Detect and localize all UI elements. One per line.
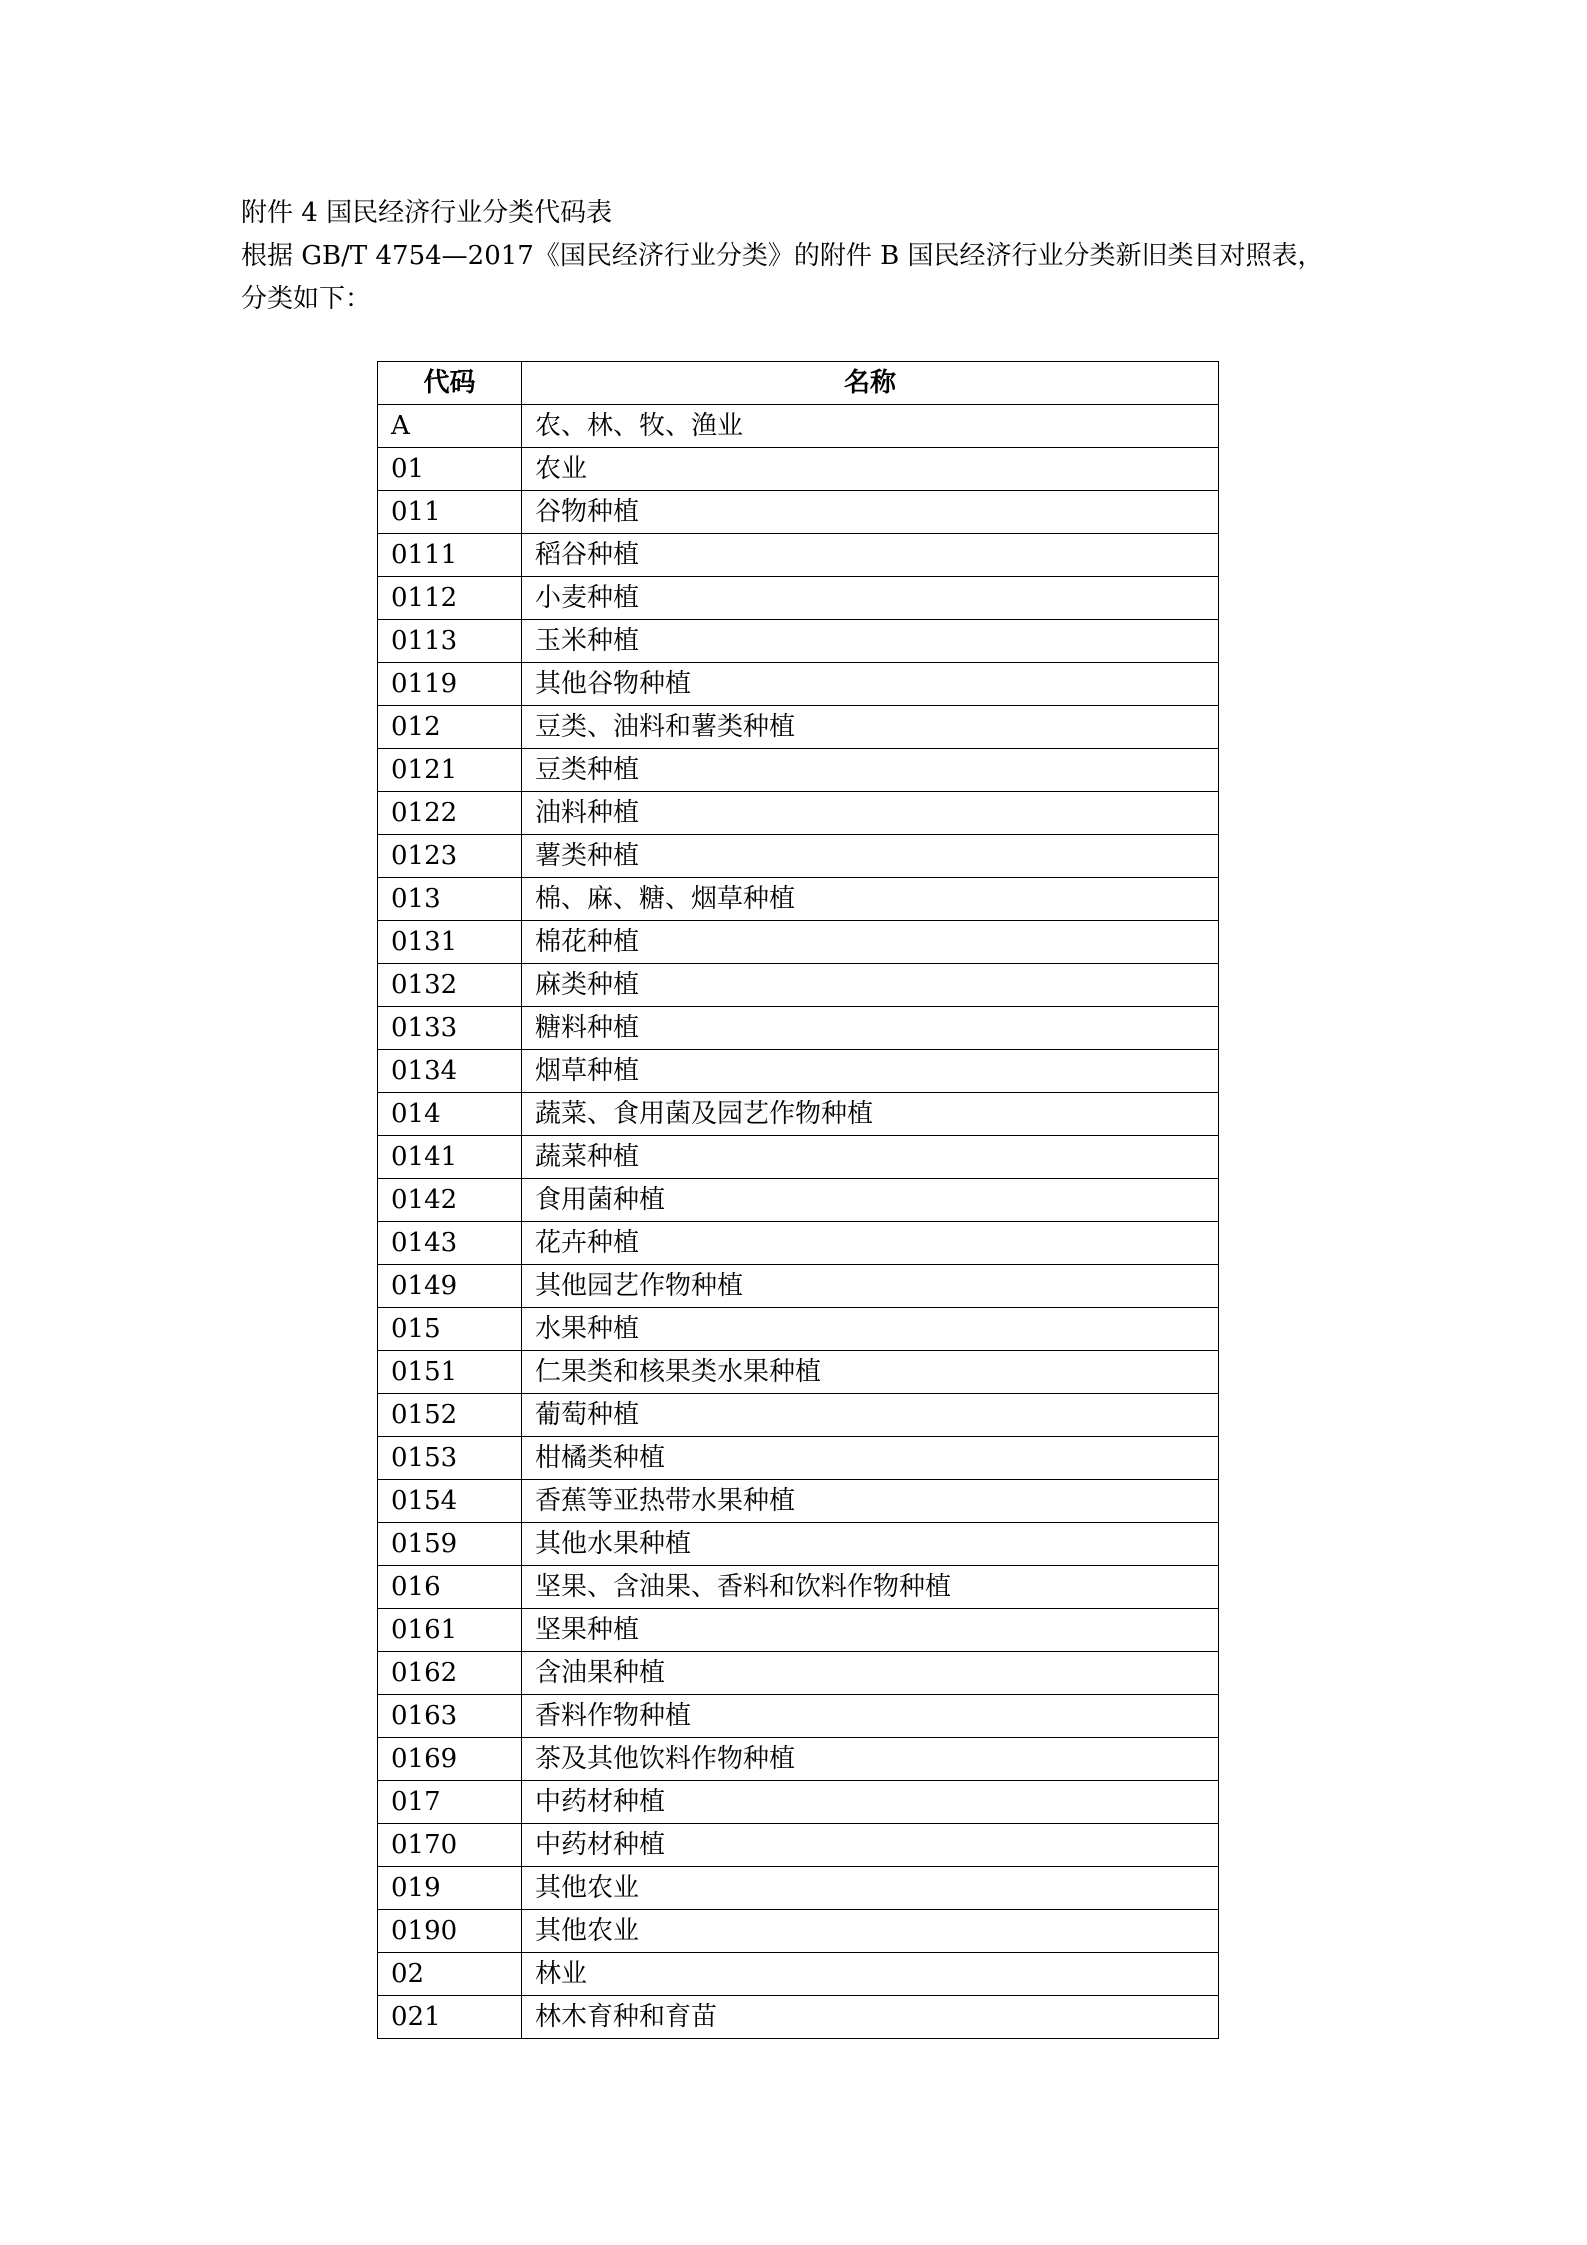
- industry-code-cell: 0190: [378, 1910, 522, 1953]
- industry-name-cell: 其他农业: [522, 1867, 1219, 1910]
- industry-name-cell: 蔬菜种植: [522, 1136, 1219, 1179]
- table-row: [378, 1867, 1219, 1910]
- industry-name-cell: 坚果种植: [522, 1609, 1219, 1652]
- industry-code-cell: 0154: [378, 1480, 522, 1523]
- table-row: [378, 1179, 1219, 1222]
- table-row: [378, 878, 1219, 921]
- table-row: [378, 620, 1219, 663]
- industry-code-cell: 014: [378, 1093, 522, 1136]
- industry-code-cell: 011: [378, 491, 522, 534]
- table-row: [378, 405, 1219, 448]
- industry-name-cell: 其他谷物种植: [522, 663, 1219, 706]
- industry-name-cell: 其他农业: [522, 1910, 1219, 1953]
- industry-code-cell: 0159: [378, 1523, 522, 1566]
- industry-name-cell: 香蕉等亚热带水果种植: [522, 1480, 1219, 1523]
- industry-code-cell: 0162: [378, 1652, 522, 1695]
- industry-code-cell: 0119: [378, 663, 522, 706]
- table-row: [378, 1093, 1219, 1136]
- industry-code-cell: 01: [378, 448, 522, 491]
- table-row: [378, 1609, 1219, 1652]
- industry-code-cell: 0134: [378, 1050, 522, 1093]
- table-row: [378, 749, 1219, 792]
- table-row: [378, 1394, 1219, 1437]
- industry-code-cell: 015: [378, 1308, 522, 1351]
- industry-code-cell: 0132: [378, 964, 522, 1007]
- header-name: 名称: [522, 362, 1219, 405]
- industry-code-cell: 021: [378, 1996, 522, 2039]
- industry-code-cell: 017: [378, 1781, 522, 1824]
- industry-code-cell: 0152: [378, 1394, 522, 1437]
- industry-code-cell: 013: [378, 878, 522, 921]
- industry-code-cell: 0170: [378, 1824, 522, 1867]
- industry-code-cell: 0163: [378, 1695, 522, 1738]
- industry-code-cell: 0112: [378, 577, 522, 620]
- industry-code-cell: 02: [378, 1953, 522, 1996]
- industry-code-cell: 0142: [378, 1179, 522, 1222]
- table-row: [378, 1480, 1219, 1523]
- table-row: [378, 964, 1219, 1007]
- industry-name-cell: 豆类、油料和薯类种植: [522, 706, 1219, 749]
- table-row: [378, 448, 1219, 491]
- industry-name-cell: 糖料种植: [522, 1007, 1219, 1050]
- industry-name-cell: 麻类种植: [522, 964, 1219, 1007]
- table-row: [378, 835, 1219, 878]
- intro-section: [241, 192, 1371, 321]
- table-row: [378, 491, 1219, 534]
- industry-name-cell: 玉米种植: [522, 620, 1219, 663]
- table-row: [378, 577, 1219, 620]
- industry-code-cell: 0111: [378, 534, 522, 577]
- industry-name-cell: 烟草种植: [522, 1050, 1219, 1093]
- table-row: [378, 534, 1219, 577]
- industry-code-cell: 0133: [378, 1007, 522, 1050]
- table-row: [378, 921, 1219, 964]
- industry-name-cell: 林木育种和育苗: [522, 1996, 1219, 2039]
- table-row: [378, 1050, 1219, 1093]
- industry-name-cell: 中药材种植: [522, 1824, 1219, 1867]
- industry-code-cell: 0113: [378, 620, 522, 663]
- industry-code-cell: 0161: [378, 1609, 522, 1652]
- table-row: [378, 663, 1219, 706]
- intro-text-line-2: 分类如下：: [241, 284, 372, 314]
- table-row: [378, 1652, 1219, 1695]
- table-row: [378, 1523, 1219, 1566]
- industry-name-cell: 食用菌种植: [522, 1179, 1219, 1222]
- industry-code-cell: 0151: [378, 1351, 522, 1394]
- industry-name-cell: 茶及其他饮料作物种植: [522, 1738, 1219, 1781]
- industry-code-cell: 0121: [378, 749, 522, 792]
- table-row: [378, 1910, 1219, 1953]
- industry-name-cell: 谷物种植: [522, 491, 1219, 534]
- table-row: [378, 1308, 1219, 1351]
- table-row: [378, 1738, 1219, 1781]
- industry-name-cell: 油料种植: [522, 792, 1219, 835]
- industry-name-cell: 薯类种植: [522, 835, 1219, 878]
- industry-code-cell: 019: [378, 1867, 522, 1910]
- table-row: [378, 1566, 1219, 1609]
- industry-code-cell: 012: [378, 706, 522, 749]
- industry-name-cell: 柑橘类种植: [522, 1437, 1219, 1480]
- table-row: [378, 1007, 1219, 1050]
- table-row: [378, 1953, 1219, 1996]
- table-row: [378, 1781, 1219, 1824]
- table-row: [378, 1222, 1219, 1265]
- industry-code-cell: A: [378, 405, 522, 448]
- industry-code-cell: 0141: [378, 1136, 522, 1179]
- table-header-row: [378, 362, 1219, 405]
- industry-name-cell: 花卉种植: [522, 1222, 1219, 1265]
- table-row: [378, 1351, 1219, 1394]
- industry-name-cell: 其他园艺作物种植: [522, 1265, 1219, 1308]
- table-row: [378, 792, 1219, 835]
- table-row: [378, 1996, 1219, 2039]
- industry-name-cell: 农业: [522, 448, 1219, 491]
- industry-name-cell: 棉、麻、糖、烟草种植: [522, 878, 1219, 921]
- industry-name-cell: 蔬菜、食用菌及园艺作物种植: [522, 1093, 1219, 1136]
- industry-name-cell: 坚果、含油果、香料和饮料作物种植: [522, 1566, 1219, 1609]
- industry-name-cell: 稻谷种植: [522, 534, 1219, 577]
- industry-name-cell: 豆类种植: [522, 749, 1219, 792]
- table-row: [378, 706, 1219, 749]
- industry-name-cell: 含油果种植: [522, 1652, 1219, 1695]
- industry-code-cell: 0123: [378, 835, 522, 878]
- industry-name-cell: 其他水果种植: [522, 1523, 1219, 1566]
- industry-name-cell: 葡萄种植: [522, 1394, 1219, 1437]
- industry-name-cell: 香料作物种植: [522, 1695, 1219, 1738]
- industry-code-cell: 0149: [378, 1265, 522, 1308]
- table-row: [378, 1695, 1219, 1738]
- industry-code-cell: 016: [378, 1566, 522, 1609]
- industry-code-table: [377, 361, 1219, 2039]
- table-body: [378, 405, 1219, 2039]
- industry-name-cell: 棉花种植: [522, 921, 1219, 964]
- attachment-title: 附件 4 国民经济行业分类代码表: [241, 198, 613, 228]
- industry-code-cell: 0169: [378, 1738, 522, 1781]
- industry-code-cell: 0143: [378, 1222, 522, 1265]
- table-row: [378, 1824, 1219, 1867]
- header-code: 代码: [378, 362, 522, 405]
- industry-code-cell: 0131: [378, 921, 522, 964]
- table-row: [378, 1136, 1219, 1179]
- industry-name-cell: 农、林、牧、渔业: [522, 405, 1219, 448]
- industry-code-cell: 0153: [378, 1437, 522, 1480]
- industry-name-cell: 仁果类和核果类水果种植: [522, 1351, 1219, 1394]
- industry-name-cell: 小麦种植: [522, 577, 1219, 620]
- industry-code-cell: 0122: [378, 792, 522, 835]
- table-row: [378, 1265, 1219, 1308]
- industry-name-cell: 中药材种植: [522, 1781, 1219, 1824]
- intro-text-line-1: 根据 GB/T 4754—2017《国民经济行业分类》的附件 B 国民经济行业分类新旧类目对照表，: [241, 241, 1324, 271]
- table-row: [378, 1437, 1219, 1480]
- industry-name-cell: 水果种植: [522, 1308, 1219, 1351]
- industry-name-cell: 林业: [522, 1953, 1219, 1996]
